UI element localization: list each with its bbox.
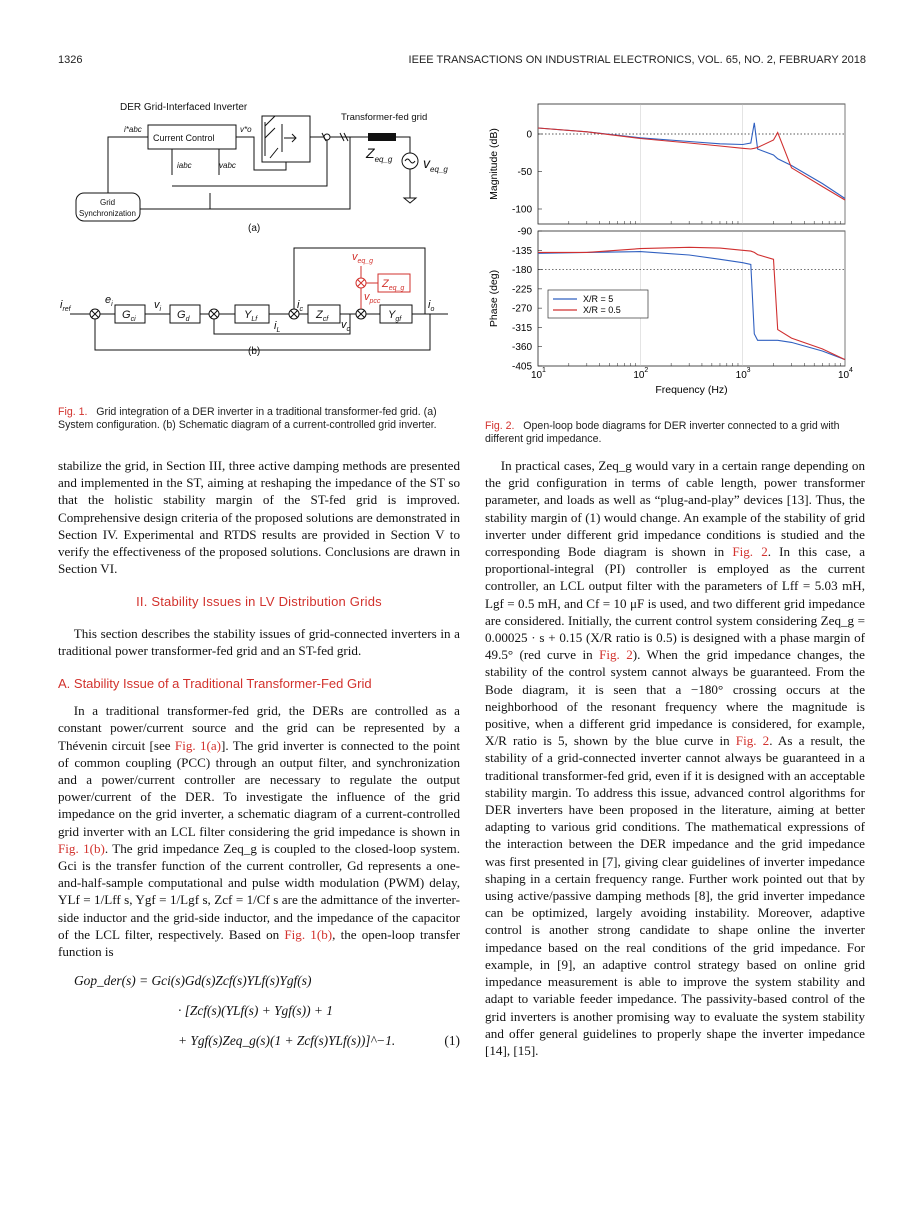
- label-vpcc: $v_{pcc}$: [364, 291, 381, 305]
- section-2-title: II. Stability Issues in LV Distribution Grids: [136, 594, 382, 610]
- x-tick-exponent: 3: [746, 367, 751, 374]
- subsection-a-title: A. Stability Issue of a Traditional Transformer-Fed Grid: [58, 676, 372, 692]
- left-p3-a: In a traditional transformer-fed grid, the DERs are controlled as a constant power/current source and the grid can be represented by a Thévenin circuit [see: [58, 703, 460, 753]
- left-p3-d: , the open-loop transfer function is: [58, 926, 460, 960]
- fig1-caption: [58, 406, 460, 432]
- transformer-label: Transformer-fed grid: [341, 112, 428, 123]
- inverter-block: [262, 116, 310, 162]
- z-eq-g-label: [365, 145, 393, 164]
- magnitude-curve-1: [538, 128, 845, 200]
- fig1-caption-label: Fig. 1.: [58, 406, 88, 418]
- left-column: [58, 457, 460, 1062]
- grid-sync-line1: Grid: [100, 198, 116, 207]
- ref-fig2-3[interactable]: Fig. 2: [735, 733, 770, 749]
- label-zcf: $Z_{cf}$: [316, 309, 329, 323]
- legend-red: X/R = 0.5: [583, 305, 621, 315]
- phase-y-label: Phase (deg): [488, 269, 500, 328]
- legend-blue: X/R = 5: [583, 294, 614, 304]
- label-ylf: $Y_{Lf}$: [244, 309, 258, 323]
- fig2-caption: [485, 420, 863, 446]
- left-p2: This section describes the stability issues of grid-connected inverters in a traditional power transformer-fed grid and an ST-fed grid.: [58, 625, 460, 658]
- phase-tick-label: -180: [511, 265, 532, 277]
- right-p1-a: In practical cases, Zeq_g would vary in a certain range depending on the grid configuration in terms of cable length, power transformer parameter, and loads as well as “plug-and-play” devices [13]. Thus, the stability margin of (1) would change. An example of the stability of grid inverter under different grid impedance conditions is studied and the corresponding Bode diagram is shown in: [485, 458, 865, 560]
- z-eq-g-main: Z: [366, 145, 375, 161]
- eq1-l1: Gop_der(s) = Gci(s)Gd(s)Zcf(s)YLf(s)Ygf(s): [74, 973, 312, 989]
- label-iref: $i_{ref}$: [60, 299, 71, 313]
- right-p1-d: . As a result, the stability of a grid-connected inverter cannot always be guaranteed in a traditional transformer-fed grid, even if it is designed with an acceptable stability margin. To address this issue, advanced control algorithms for DER inverters have been proposed in the literature, aiming at better adapting to various grid conditions. The mathematical expressions of the interaction between the DER impedance and the grid impedance was first presented in [7], giving clear guidelines of inverter impedance shaping in a certain frequency range. Further work pointed out that by using active/passive damping methods [8], the grid inverter impedance can be optimized, largely avoiding instability. Moreover, adaptive control is another strong candidate to shape online the inverter impedance based on the real conditions of the grid impedance. For example, in [9], an adaptive control strategy based on online grid impedance measurement is able to improve the system stability and adapt to variable feeder impedance. The passivity-based control of the grid inverters is another promising way to evaluate the system stability and offer general guidelines to properly shape the inverter impedance [14], [15].: [485, 733, 865, 1058]
- phase-tick-label: -315: [511, 322, 532, 334]
- running-header: IEEE TRANSACTIONS ON INDUSTRIAL ELECTRONICS, VOL. 65, NO. 2, FEBRUARY 2018: [408, 54, 866, 66]
- label-vi: $v_i$: [154, 299, 162, 313]
- equation-1-line2: [58, 1002, 460, 1024]
- grid-sync-line2: Synchronization: [79, 209, 136, 218]
- left-p3-b: ]. The grid inverter is connected to the point of common coupling (PCC) through an output filter, and synchronization and a power/current controller are necessary to regulate the output power/current of the DER. To investigate the influence of the grid impedance on the grid inverter, a schematic diagram of a current-controlled grid inverter with an LCL filter considering the grid impedance is shown in: [58, 737, 460, 839]
- i-abc: iabc: [177, 161, 192, 170]
- eq1-l2: · [Zcf(s)(YLf(s) + Ygf(s)) + 1: [178, 1003, 333, 1019]
- phase-tick-label: -135: [511, 245, 532, 257]
- ref-fig1b[interactable]: Fig. 1(b): [58, 840, 105, 856]
- v-eq-g-sub: eq_g: [430, 165, 448, 174]
- i-abc-star: i*abc: [124, 125, 142, 134]
- mag-tick-label: 0: [526, 129, 532, 141]
- left-p1: stabilize the grid, in Section III, three active damping methods are presented and implemented in the ST, aiming at reshaping the impedance of the ST so that the holistic stability margin of the ST-fed grid is improved. Comprehensive design criteria of the proposed solutions are demonstrated in Section IV. Experimental and RTDS results are provided in Section V to verify the effectiveness of the proposed solutions. Conclusions are drawn in Section VI.: [58, 458, 460, 577]
- fig2-caption-text: Open-loop bode diagrams for DER inverter connected to a grid with different grid impedance.: [485, 420, 840, 445]
- label-zeq-g: $Z_{eq\_g}$: [382, 278, 405, 292]
- left-p3-c: . The grid impedance Zeq_g is coupled to the closed-loop system. Gci is the transfer function of the current controller, Gd represents a one-and-half-sample computational and pulse width modulation (PWM) delay, YLf = 1/Lff s, Ygf = 1/Lgf s, Zcf = 1/Cf s are the admittance of the inverter-side inductor and the grid-side inductor, and the impedance of the capacitor of the LCL filter, respectively. Based on: [58, 840, 460, 942]
- x-tick-label: 10: [735, 370, 747, 381]
- mag-tick-label: -50: [517, 167, 532, 178]
- v-eq-g-main: v: [423, 155, 430, 171]
- fig1a-label: (a): [248, 223, 261, 234]
- right-column: [485, 457, 865, 1059]
- phase-tick-label: -360: [511, 342, 532, 354]
- fig1-caption-text: Grid integration of a DER inverter in a traditional transformer-fed grid. (a) System configuration. (b) Schematic diagram of a current-controlled grid inverter.: [58, 406, 437, 431]
- eq1-l3: + Ygf(s)Zeq_g(s)(1 + Zcf(s)YLf(s))]^−1.: [178, 1033, 396, 1049]
- right-p1-b: . In this case, a proportional-integral (PI) controller is employed as the current controller, an LCL output filter with the parameters of Lff = 5.03 mH, Lgf = 0.5 mH, and Cf = 10 μF is used, and two different grid impedance are considered. Initially, the current control system considering Zeq_g = 0.00025 · s + 0.15 (X/R ratio is 0.5) is designed with a phase margin of 49.5° (red curve in: [485, 544, 865, 663]
- label-io: $i_o$: [428, 299, 435, 313]
- right-p1: [485, 457, 865, 1059]
- label-vc: $v_c$: [341, 319, 350, 333]
- x-tick-label: 10: [838, 370, 850, 381]
- z-eq-g-sub: eq_g: [374, 155, 393, 164]
- right-p1-c: ). When the grid impedance changes, the stability of the control system cannot always be guaranteed. From the Bode diagram, it is seen that a −180° crossing occurs at the neighborhood of the resonant frequency where the magnitude is positive, when a different grid impedance is considered, for example, X/R ratio is 5, shown by the blue curve in: [485, 647, 865, 749]
- equation-1-line1: [58, 972, 460, 994]
- left-p3: [58, 702, 460, 960]
- x-axis-label: Frequency (Hz): [655, 384, 728, 396]
- label-gd: $G_d$: [177, 309, 190, 323]
- phase-tick-label: -270: [511, 303, 532, 315]
- phase-tick-label: -405: [511, 361, 532, 373]
- x-tick-exponent: 4: [849, 367, 853, 374]
- ref-fig2-2[interactable]: Fig. 2: [599, 647, 633, 663]
- v-eq-g-label: [423, 155, 448, 174]
- label-ygf: $Y_{gf}$: [388, 309, 402, 323]
- v-o-star: v*o: [240, 125, 252, 134]
- label-ic: $i_c$: [297, 299, 303, 313]
- mag-tick-label: -100: [511, 204, 532, 216]
- label-il: $i_L$: [274, 320, 281, 334]
- fig1b-label: (b): [248, 346, 261, 357]
- page-number: 1326: [58, 54, 83, 66]
- magnitude-axes: [538, 104, 845, 224]
- eq1-number: (1): [444, 1033, 460, 1049]
- ref-fig2[interactable]: Fig. 2: [732, 544, 768, 560]
- legend: [548, 290, 648, 318]
- label-gci: $G_{ci}$: [122, 309, 136, 323]
- figure-2-bode: [480, 96, 860, 401]
- phase-tick-label: -90: [517, 226, 532, 238]
- ref-fig1b-2[interactable]: Fig. 1(b): [284, 926, 333, 942]
- fig2-caption-label: Fig. 2.: [485, 420, 515, 432]
- phase-tick-label: -225: [511, 284, 532, 296]
- x-tick-label: 10: [531, 370, 543, 381]
- label-ei: $e_i$: [105, 294, 113, 308]
- mag-y-label: Magnitude (dB): [488, 128, 500, 200]
- v-abc: vabc: [219, 161, 236, 170]
- current-control-label: Current Control: [153, 133, 215, 143]
- transformer-core: [368, 133, 396, 141]
- x-tick-exponent: 1: [542, 367, 546, 374]
- label-veq-g: $v_{eq\_g}$: [352, 251, 374, 265]
- fig1a-title: DER Grid-Interfaced Inverter: [120, 102, 248, 113]
- equation-1-line3: [58, 1032, 460, 1054]
- x-tick-exponent: 2: [644, 367, 649, 374]
- ref-fig1a[interactable]: Fig. 1(a): [174, 737, 222, 753]
- figure-1: [60, 98, 470, 363]
- x-tick-label: 10: [633, 370, 645, 381]
